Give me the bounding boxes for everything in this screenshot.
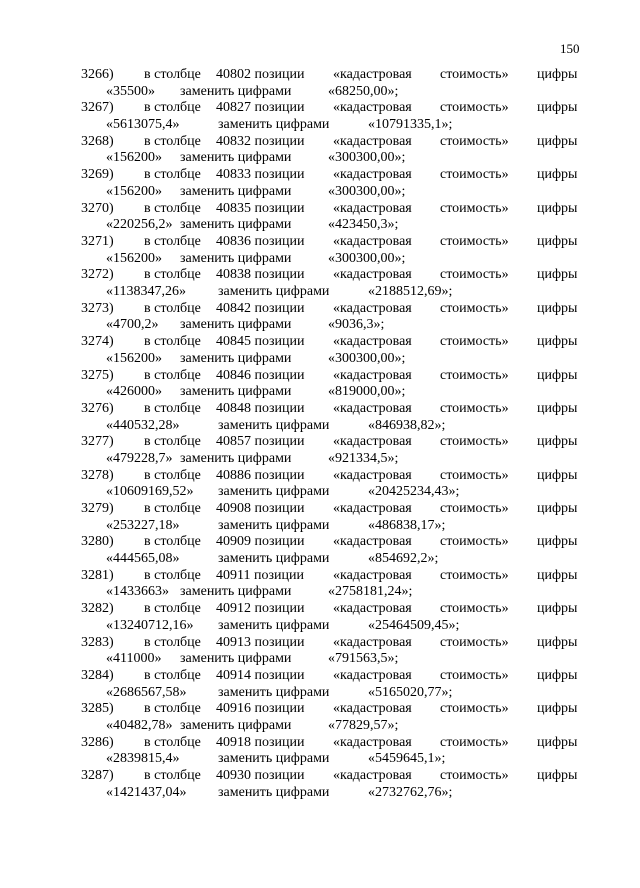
amendment-line-2 <box>0 717 640 734</box>
cadastral-text: «кадастровая <box>333 701 412 717</box>
cadastral-text: «кадастровая <box>333 467 412 483</box>
replace-text: заменить цифрами <box>180 150 292 166</box>
cadastral-text: «кадастровая <box>333 634 412 650</box>
in-column-text: в столбце <box>144 467 201 483</box>
amendment-line-2 <box>0 517 640 534</box>
amendment-item <box>0 333 640 366</box>
in-column-text: в столбце <box>144 601 201 617</box>
old-value: «1433663» <box>106 584 169 600</box>
amendment-line-1 <box>0 600 640 617</box>
item-number: 3286) <box>81 734 114 750</box>
item-number: 3275) <box>81 367 114 383</box>
amendment-line-2 <box>0 617 640 634</box>
value-text: стоимость» <box>440 334 509 350</box>
amendment-item <box>0 667 640 700</box>
cadastral-text: «кадастровая <box>333 601 412 617</box>
amendment-item <box>0 400 640 433</box>
new-value: «5459645,1»; <box>368 751 446 767</box>
column-position: 40846 позиции <box>216 367 305 383</box>
replace-text: заменить цифрами <box>180 317 292 333</box>
old-value: «5613075,4» <box>106 116 180 132</box>
column-position: 40911 позиции <box>216 567 304 583</box>
digits-text: цифры <box>537 768 578 784</box>
value-text: стоимость» <box>440 601 509 617</box>
amendment-line-1 <box>0 300 640 317</box>
new-value: «921334,5»; <box>328 450 399 466</box>
amendment-line-2 <box>0 350 640 367</box>
in-column-text: в столбце <box>144 233 201 249</box>
old-value: «411000» <box>106 651 162 667</box>
value-text: стоимость» <box>440 567 509 583</box>
amendment-item <box>0 600 640 633</box>
digits-text: цифры <box>537 200 578 216</box>
item-number: 3267) <box>81 100 114 116</box>
item-number: 3279) <box>81 501 114 517</box>
cadastral-text: «кадастровая <box>333 367 412 383</box>
in-column-text: в столбце <box>144 67 201 82</box>
replace-text: заменить цифрами <box>180 350 292 366</box>
item-number: 3273) <box>81 300 114 316</box>
in-column-text: в столбце <box>144 400 201 416</box>
in-column-text: в столбце <box>144 434 201 450</box>
amendment-item <box>0 467 640 500</box>
amendment-line-2 <box>0 684 640 701</box>
amendment-item <box>0 700 640 733</box>
cadastral-text: «кадастровая <box>333 133 412 149</box>
old-value: «1138347,26» <box>106 283 186 299</box>
replace-text: заменить цифрами <box>218 484 330 500</box>
digits-text: цифры <box>537 467 578 483</box>
amendment-item <box>0 66 640 99</box>
digits-text: цифры <box>537 67 578 82</box>
replace-text: заменить цифрами <box>180 183 292 199</box>
amendment-line-1 <box>0 767 640 784</box>
amendment-item <box>0 166 640 199</box>
value-text: стоимость» <box>440 634 509 650</box>
new-value: «20425234,43»; <box>368 484 460 500</box>
column-position: 40845 позиции <box>216 334 305 350</box>
column-position: 40848 позиции <box>216 400 305 416</box>
item-number: 3276) <box>81 400 114 416</box>
in-column-text: в столбце <box>144 567 201 583</box>
new-value: «77829,57»; <box>328 718 399 734</box>
amendment-line-2 <box>0 216 640 233</box>
new-value: «819000,00»; <box>328 384 406 400</box>
digits-text: цифры <box>537 501 578 517</box>
old-value: «426000» <box>106 384 162 400</box>
replace-text: заменить цифрами <box>218 551 330 567</box>
new-value: «486838,17»; <box>368 517 446 533</box>
amendment-item <box>0 266 640 299</box>
replace-text: заменить цифрами <box>218 417 330 433</box>
replace-text: заменить цифрами <box>218 784 330 800</box>
amendment-item <box>0 367 640 400</box>
replace-text: заменить цифрами <box>218 517 330 533</box>
column-position: 40838 позиции <box>216 267 305 283</box>
value-text: стоимость» <box>440 534 509 550</box>
value-text: стоимость» <box>440 267 509 283</box>
item-number: 3272) <box>81 267 114 283</box>
new-value: «10791335,1»; <box>368 116 453 132</box>
new-value: «5165020,77»; <box>368 684 453 700</box>
old-value: «156200» <box>106 250 162 266</box>
replace-text: заменить цифрами <box>218 751 330 767</box>
item-number: 3282) <box>81 601 114 617</box>
value-text: стоимость» <box>440 233 509 249</box>
digits-text: цифры <box>537 734 578 750</box>
in-column-text: в столбце <box>144 701 201 717</box>
cadastral-text: «кадастровая <box>333 534 412 550</box>
cadastral-text: «кадастровая <box>333 100 412 116</box>
digits-text: цифры <box>537 400 578 416</box>
in-column-text: в столбце <box>144 200 201 216</box>
amendment-line-2 <box>0 483 640 500</box>
item-number: 3266) <box>81 67 114 82</box>
replace-text: заменить цифрами <box>218 283 330 299</box>
column-position: 40842 позиции <box>216 300 305 316</box>
amendment-line-1 <box>0 367 640 384</box>
old-value: «156200» <box>106 183 162 199</box>
replace-text: заменить цифрами <box>180 217 292 233</box>
value-text: стоимость» <box>440 100 509 116</box>
amendment-line-1 <box>0 66 640 83</box>
amendment-line-1 <box>0 233 640 250</box>
value-text: стоимость» <box>440 434 509 450</box>
old-value: «2839815,4» <box>106 751 180 767</box>
amendment-line-1 <box>0 700 640 717</box>
amendment-item <box>0 500 640 533</box>
amendment-line-1 <box>0 500 640 517</box>
amendment-line-2 <box>0 183 640 200</box>
value-text: стоимость» <box>440 300 509 316</box>
item-number: 3278) <box>81 467 114 483</box>
amendment-item <box>0 734 640 767</box>
digits-text: цифры <box>537 601 578 617</box>
cadastral-text: «кадастровая <box>333 768 412 784</box>
in-column-text: в столбце <box>144 734 201 750</box>
value-text: стоимость» <box>440 768 509 784</box>
digits-text: цифры <box>537 100 578 116</box>
old-value: «35500» <box>106 83 155 99</box>
column-position: 40802 позиции <box>216 67 305 82</box>
item-number: 3283) <box>81 634 114 650</box>
cadastral-text: «кадастровая <box>333 334 412 350</box>
value-text: стоимость» <box>440 133 509 149</box>
amendment-line-1 <box>0 567 640 584</box>
amendment-line-1 <box>0 266 640 283</box>
amendment-line-1 <box>0 433 640 450</box>
digits-text: цифры <box>537 701 578 717</box>
column-position: 40908 позиции <box>216 501 305 517</box>
cadastral-text: «кадастровая <box>333 300 412 316</box>
amendment-line-1 <box>0 99 640 116</box>
cadastral-text: «кадастровая <box>333 567 412 583</box>
column-position: 40930 позиции <box>216 768 305 784</box>
column-position: 40833 позиции <box>216 167 305 183</box>
amendment-line-1 <box>0 467 640 484</box>
value-text: стоимость» <box>440 67 509 82</box>
in-column-text: в столбце <box>144 167 201 183</box>
value-text: стоимость» <box>440 167 509 183</box>
value-text: стоимость» <box>440 467 509 483</box>
cadastral-text: «кадастровая <box>333 67 412 82</box>
digits-text: цифры <box>537 534 578 550</box>
replace-text: заменить цифрами <box>180 651 292 667</box>
column-position: 40857 позиции <box>216 434 305 450</box>
replace-text: заменить цифрами <box>218 617 330 633</box>
old-value: «13240712,16» <box>106 617 194 633</box>
in-column-text: в столбце <box>144 534 201 550</box>
value-text: стоимость» <box>440 501 509 517</box>
value-text: стоимость» <box>440 367 509 383</box>
digits-text: цифры <box>537 300 578 316</box>
old-value: «2686567,58» <box>106 684 187 700</box>
item-number: 3274) <box>81 334 114 350</box>
replace-text: заменить цифрами <box>180 384 292 400</box>
amendment-item <box>0 99 640 132</box>
column-position: 40912 позиции <box>216 601 305 617</box>
amendment-line-2 <box>0 316 640 333</box>
amendment-line-1 <box>0 400 640 417</box>
value-text: стоимость» <box>440 734 509 750</box>
amendment-line-2 <box>0 650 640 667</box>
old-value: «156200» <box>106 150 162 166</box>
digits-text: цифры <box>537 367 578 383</box>
value-text: стоимость» <box>440 668 509 684</box>
item-number: 3270) <box>81 200 114 216</box>
cadastral-text: «кадастровая <box>333 400 412 416</box>
in-column-text: в столбце <box>144 334 201 350</box>
old-value: «220256,2» <box>106 217 173 233</box>
cadastral-text: «кадастровая <box>333 434 412 450</box>
item-number: 3268) <box>81 133 114 149</box>
new-value: «791563,5»; <box>328 651 399 667</box>
cadastral-text: «кадастровая <box>333 167 412 183</box>
cadastral-text: «кадастровая <box>333 501 412 517</box>
digits-text: цифры <box>537 434 578 450</box>
amendment-line-2 <box>0 417 640 434</box>
column-position: 40886 позиции <box>216 467 305 483</box>
column-position: 40916 позиции <box>216 701 305 717</box>
digits-text: цифры <box>537 267 578 283</box>
old-value: «479228,7» <box>106 450 173 466</box>
column-position: 40832 позиции <box>216 133 305 149</box>
amendment-line-2 <box>0 583 640 600</box>
column-position: 40836 позиции <box>216 233 305 249</box>
new-value: «25464509,45»; <box>368 617 460 633</box>
new-value: «846938,82»; <box>368 417 446 433</box>
amendment-item <box>0 300 640 333</box>
item-number: 3280) <box>81 534 114 550</box>
column-position: 40827 позиции <box>216 100 305 116</box>
amendment-list <box>0 66 640 801</box>
new-value: «423450,3»; <box>328 217 399 233</box>
column-position: 40909 позиции <box>216 534 305 550</box>
new-value: «300300,00»; <box>328 150 406 166</box>
new-value: «68250,00»; <box>328 83 399 99</box>
new-value: «2188512,69»; <box>368 283 453 299</box>
amendment-line-1 <box>0 333 640 350</box>
item-number: 3277) <box>81 434 114 450</box>
digits-text: цифры <box>537 233 578 249</box>
amendment-item <box>0 533 640 566</box>
amendment-line-2 <box>0 383 640 400</box>
replace-text: заменить цифрами <box>180 718 292 734</box>
in-column-text: в столбце <box>144 501 201 517</box>
item-number: 3285) <box>81 701 114 717</box>
old-value: «40482,78» <box>106 718 173 734</box>
old-value: «4700,2» <box>106 317 159 333</box>
amendment-line-1 <box>0 667 640 684</box>
amendment-line-2 <box>0 283 640 300</box>
replace-text: заменить цифрами <box>180 250 292 266</box>
new-value: «300300,00»; <box>328 350 406 366</box>
item-number: 3281) <box>81 567 114 583</box>
amendment-line-1 <box>0 200 640 217</box>
digits-text: цифры <box>537 634 578 650</box>
cadastral-text: «кадастровая <box>333 267 412 283</box>
in-column-text: в столбце <box>144 367 201 383</box>
digits-text: цифры <box>537 567 578 583</box>
digits-text: цифры <box>537 334 578 350</box>
amendment-item <box>0 767 640 800</box>
amendment-line-2 <box>0 450 640 467</box>
replace-text: заменить цифрами <box>218 116 330 132</box>
digits-text: цифры <box>537 133 578 149</box>
value-text: стоимость» <box>440 200 509 216</box>
old-value: «1421437,04» <box>106 784 187 800</box>
amendment-line-1 <box>0 533 640 550</box>
amendment-line-2 <box>0 784 640 801</box>
amendment-item <box>0 634 640 667</box>
page-number: 150 <box>560 41 580 56</box>
in-column-text: в столбце <box>144 768 201 784</box>
in-column-text: в столбце <box>144 133 201 149</box>
amendment-item <box>0 433 640 466</box>
cadastral-text: «кадастровая <box>333 200 412 216</box>
amendment-line-2 <box>0 149 640 166</box>
in-column-text: в столбце <box>144 300 201 316</box>
new-value: «2758181,24»; <box>328 584 413 600</box>
old-value: «10609169,52» <box>106 484 194 500</box>
amendment-line-1 <box>0 734 640 751</box>
column-position: 40835 позиции <box>216 200 305 216</box>
cadastral-text: «кадастровая <box>333 734 412 750</box>
replace-text: заменить цифрами <box>180 584 292 600</box>
in-column-text: в столбце <box>144 267 201 283</box>
replace-text: заменить цифрами <box>180 83 292 99</box>
digits-text: цифры <box>537 167 578 183</box>
item-number: 3271) <box>81 233 114 249</box>
column-position: 40914 позиции <box>216 668 305 684</box>
amendment-item <box>0 567 640 600</box>
old-value: «444565,08» <box>106 551 180 567</box>
new-value: «2732762,76»; <box>368 784 453 800</box>
replace-text: заменить цифрами <box>180 450 292 466</box>
in-column-text: в столбце <box>144 634 201 650</box>
new-value: «300300,00»; <box>328 183 406 199</box>
amendment-line-1 <box>0 634 640 651</box>
amendment-line-2 <box>0 750 640 767</box>
value-text: стоимость» <box>440 701 509 717</box>
item-number: 3284) <box>81 668 114 684</box>
old-value: «156200» <box>106 350 162 366</box>
amendment-line-1 <box>0 133 640 150</box>
amendment-line-2 <box>0 550 640 567</box>
new-value: «854692,2»; <box>368 551 439 567</box>
in-column-text: в столбце <box>144 668 201 684</box>
cadastral-text: «кадастровая <box>333 233 412 249</box>
amendment-line-2 <box>0 83 640 100</box>
column-position: 40913 позиции <box>216 634 305 650</box>
amendment-line-1 <box>0 166 640 183</box>
amendment-item <box>0 200 640 233</box>
amendment-item <box>0 133 640 166</box>
in-column-text: в столбце <box>144 100 201 116</box>
new-value: «300300,00»; <box>328 250 406 266</box>
item-number: 3287) <box>81 768 114 784</box>
old-value: «253227,18» <box>106 517 180 533</box>
value-text: стоимость» <box>440 400 509 416</box>
new-value: «9036,3»; <box>328 317 385 333</box>
cadastral-text: «кадастровая <box>333 668 412 684</box>
amendment-line-2 <box>0 250 640 267</box>
item-number: 3269) <box>81 167 114 183</box>
amendment-item <box>0 233 640 266</box>
digits-text: цифры <box>537 668 578 684</box>
amendment-line-2 <box>0 116 640 133</box>
column-position: 40918 позиции <box>216 734 305 750</box>
old-value: «440532,28» <box>106 417 180 433</box>
replace-text: заменить цифрами <box>218 684 330 700</box>
